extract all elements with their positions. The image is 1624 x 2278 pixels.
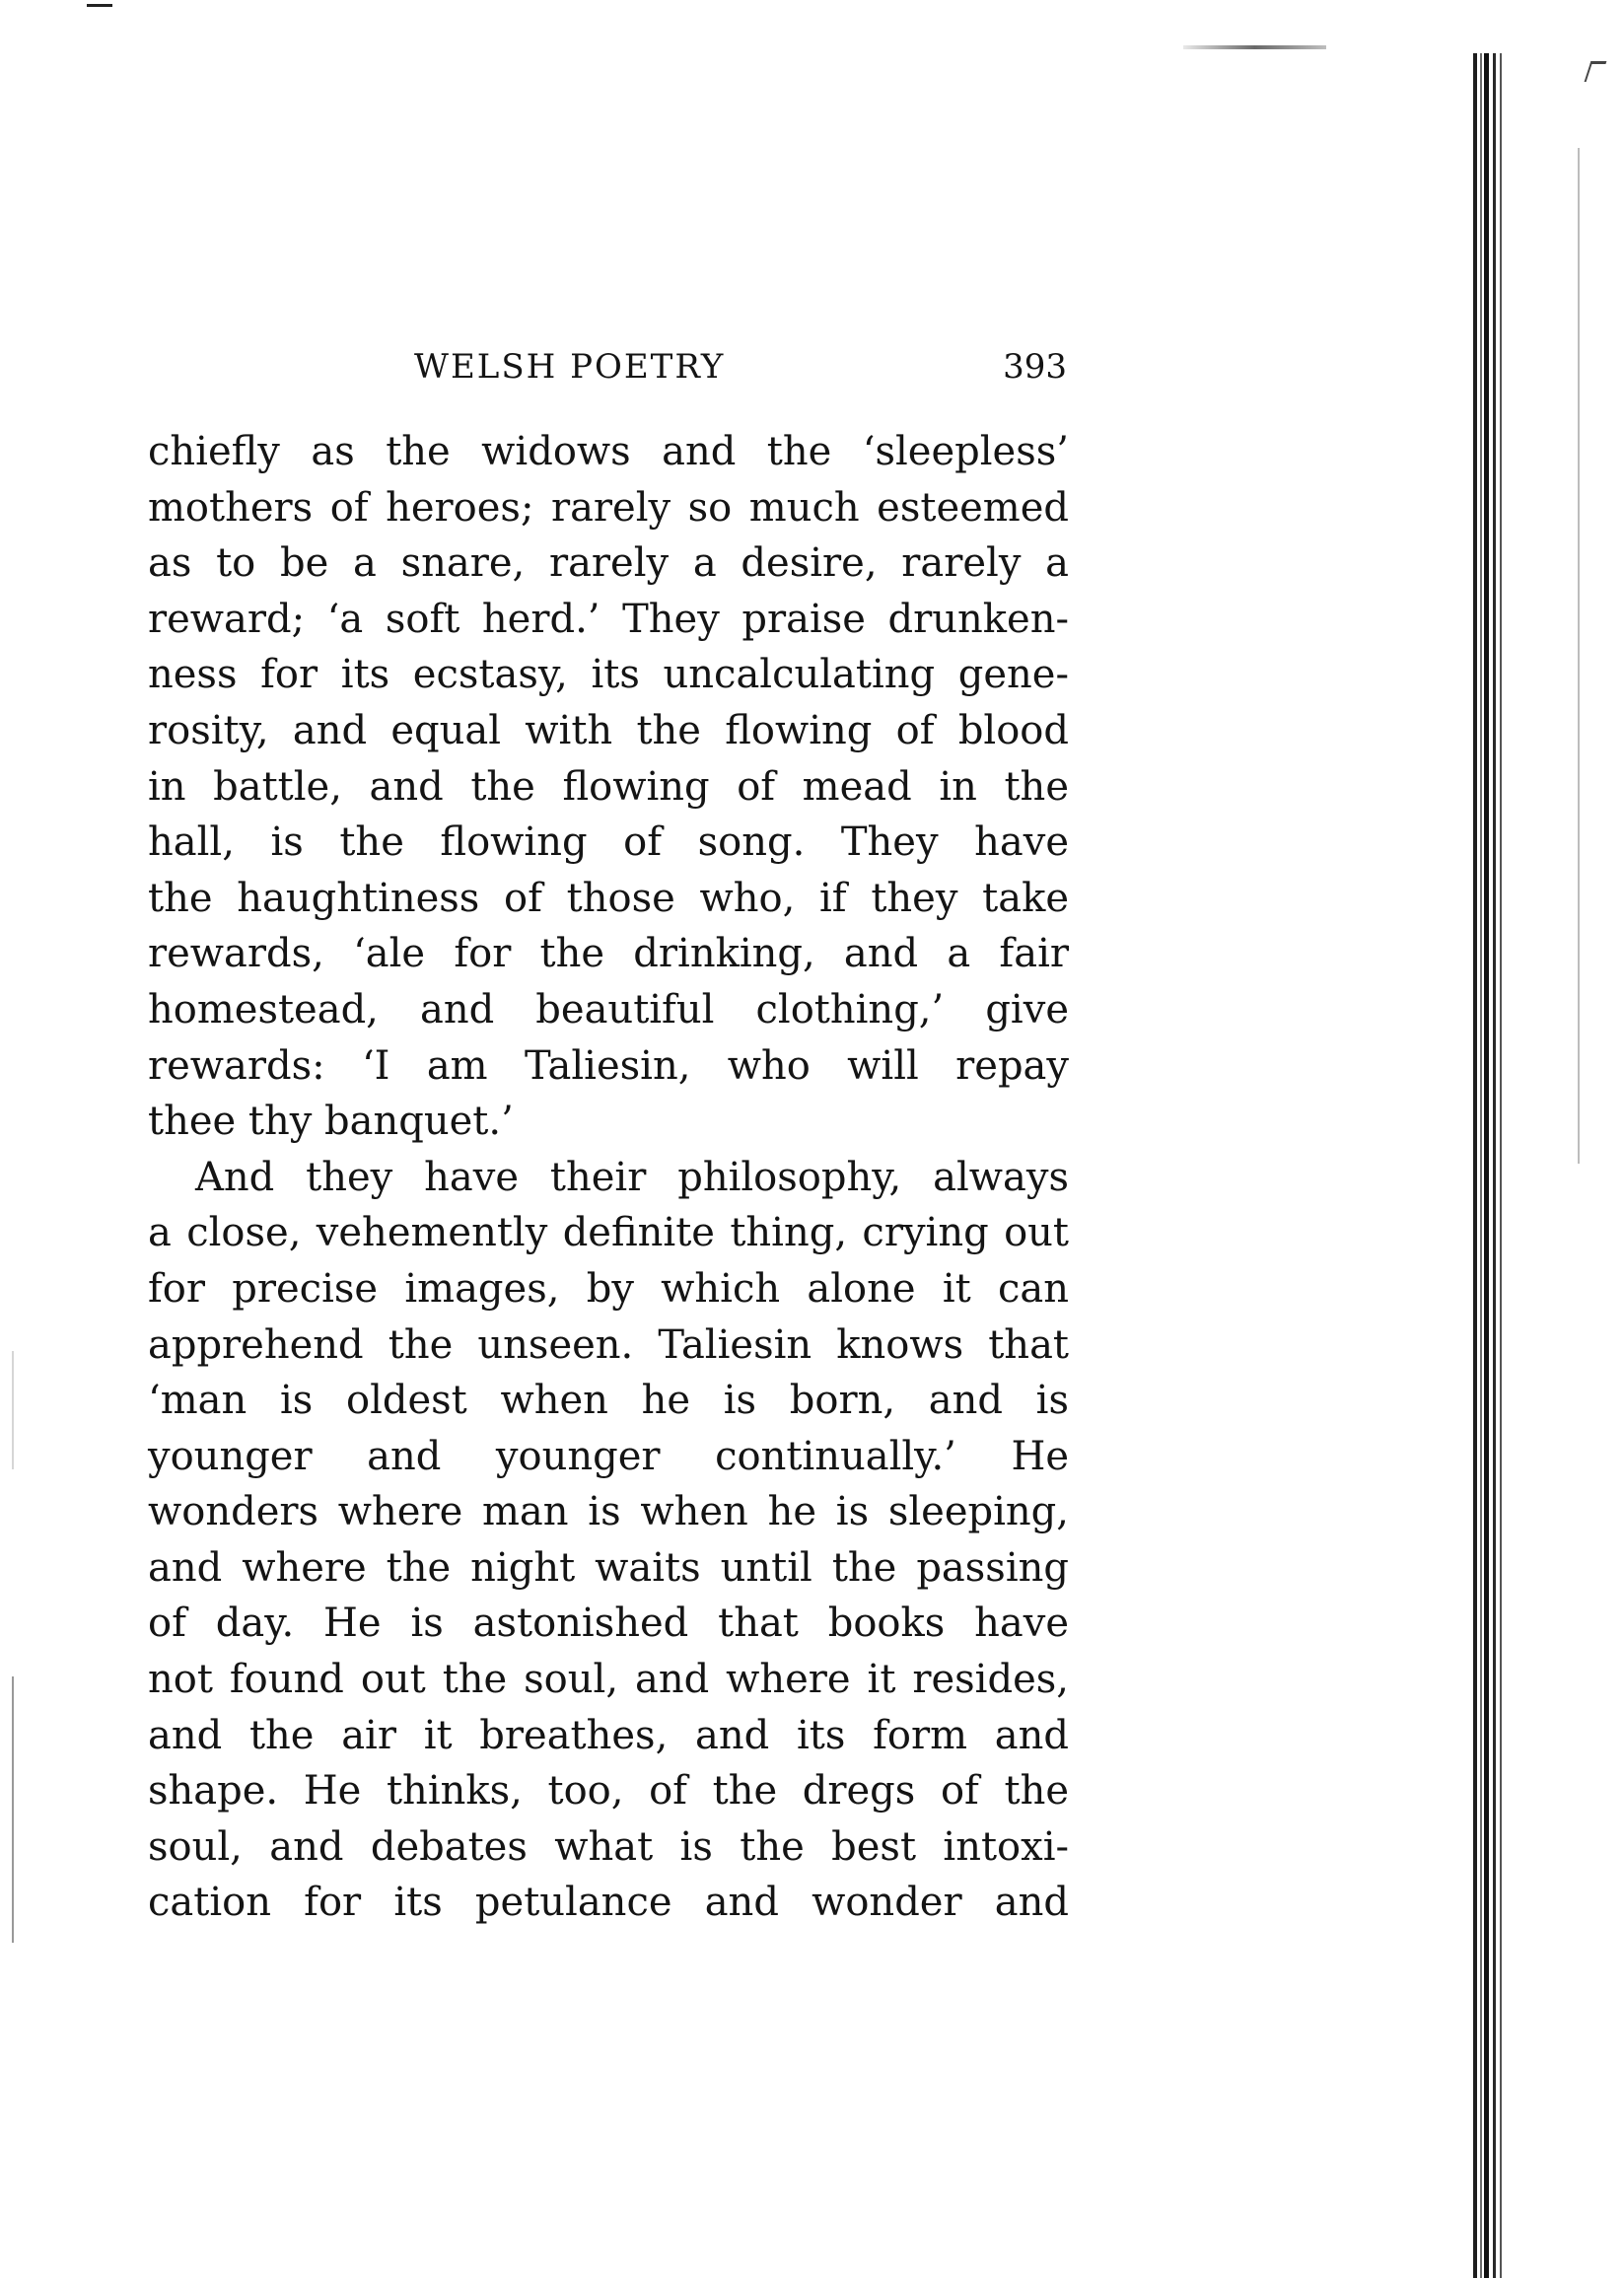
text-line-paragraph-start: And they have their philosophy, always xyxy=(195,1154,1069,1200)
text-line: younger and younger continually.’ He xyxy=(148,1433,1069,1479)
scan-mark-right-edge xyxy=(1585,61,1607,82)
text-line: soul, and debates what is the best intoxi- xyxy=(148,1823,1069,1870)
scan-mark-top-left xyxy=(87,4,112,7)
text-line: shape. He thinks, too, of the dregs of the xyxy=(148,1768,1069,1815)
text-line: apprehend the unseen. Taliesin knows that xyxy=(148,1321,1069,1368)
text-line: rosity, and equal with the flowing of blood xyxy=(148,707,1069,753)
scan-smudge-top-right xyxy=(1183,45,1326,49)
body-text xyxy=(148,424,1069,1931)
text-line: homestead, and beautiful clothing,’ give xyxy=(148,986,1069,1032)
text-line: not found out the soul, and where it resides, xyxy=(148,1657,1069,1703)
text-line: ness for its ecstasy, its uncalculating gene- xyxy=(148,652,1069,698)
text-line: and where the night waits until the passing xyxy=(148,1544,1069,1591)
text-line: mothers of heroes; rarely so much esteemed xyxy=(148,484,1069,531)
text-line: rewards: ‘I am Taliesin, who will repay xyxy=(148,1042,1069,1089)
page-number: 393 xyxy=(1003,347,1067,387)
running-head xyxy=(148,339,1069,394)
text-line: wonders where man is when he is sleeping, xyxy=(148,1489,1069,1535)
text-line: a close, vehemently definite thing, crying out xyxy=(148,1210,1069,1256)
text-line: for precise images, by which alone it can xyxy=(148,1265,1069,1312)
text-line: cation for its petulance and wonder and xyxy=(148,1880,1069,1926)
text-line: the haughtiness of those who, if they take xyxy=(148,875,1069,921)
text-line: ‘man is oldest when he is born, and is xyxy=(148,1378,1069,1424)
text-line: of day. He is astonished that books have xyxy=(148,1601,1069,1647)
text-line: chiefly as the widows and the ‘sleepless’ xyxy=(148,429,1069,474)
text-line: in battle, and the flowing of mead in the xyxy=(148,763,1069,810)
text-line-paragraph-end: thee thy banquet.’ xyxy=(148,1099,514,1145)
text-line: reward; ‘a soft herd.’ They praise drunken- xyxy=(148,596,1069,642)
scan-speck-left-margin xyxy=(12,1351,14,1469)
text-line: hall, is the flowing of song. They have xyxy=(148,819,1069,866)
text-line: and the air it breathes, and its form and xyxy=(148,1712,1069,1758)
text-line: rewards, ‘ale for the drinking, and a fair xyxy=(148,931,1069,977)
book-spine-gutter xyxy=(1473,53,1507,2278)
text-line: as to be a snare, rarely a desire, rarely a xyxy=(148,540,1069,587)
page-edge-line xyxy=(1578,148,1580,1164)
scan-speck-left-margin xyxy=(12,1676,14,1943)
running-title: WELSH POETRY xyxy=(414,347,726,387)
